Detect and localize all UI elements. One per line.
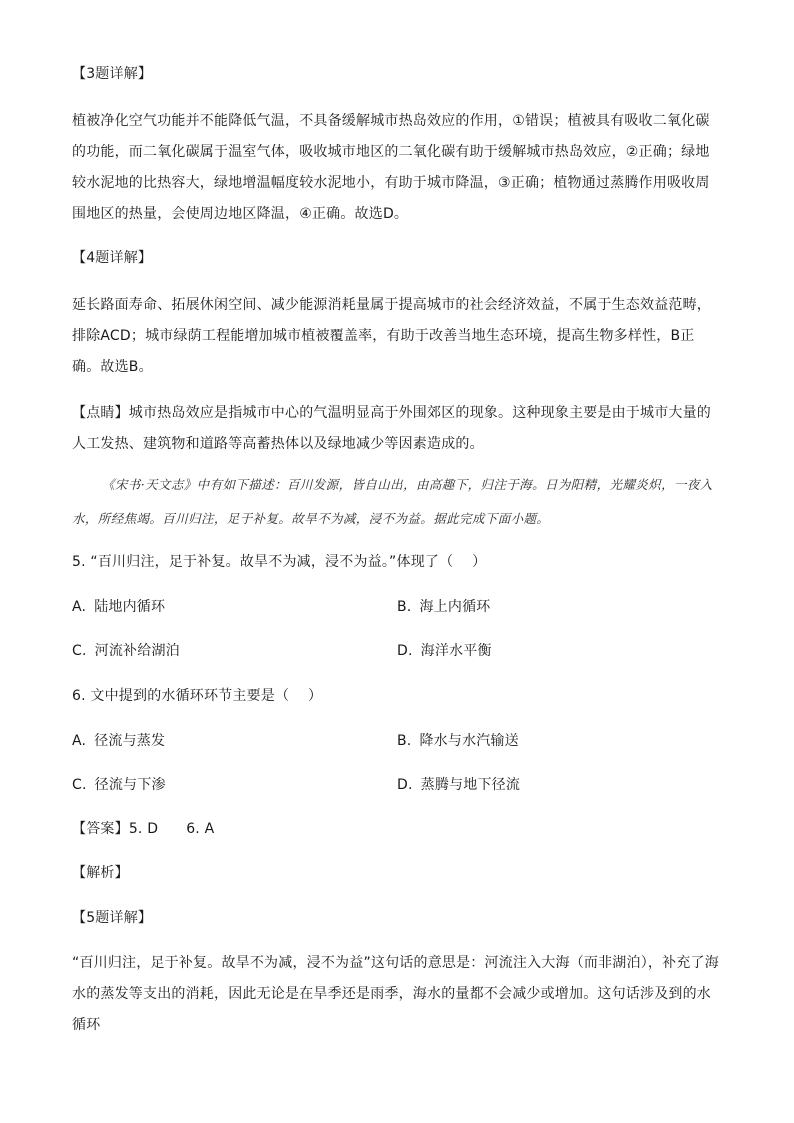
analysis-heading: 【解析】	[72, 865, 129, 881]
q5-detail-body	[72, 948, 722, 1041]
key-point-note	[72, 398, 722, 460]
option-letter: D.	[397, 643, 413, 659]
q4-detail-body	[72, 290, 722, 383]
option-letter: B.	[397, 599, 412, 615]
option-letter: C.	[72, 777, 87, 793]
q6-option-a	[72, 731, 165, 751]
option-text: 径流与蒸发	[94, 733, 166, 749]
option-letter: C.	[72, 643, 87, 659]
q5-option-b	[397, 597, 490, 617]
q6-option-c	[72, 775, 166, 795]
option-text: 陆地内循环	[94, 599, 166, 615]
q6-option-d	[397, 775, 520, 795]
q5-option-a	[72, 597, 165, 617]
q5-option-c	[72, 641, 180, 661]
answer-5: 5. D	[128, 821, 159, 837]
option-text: 径流与下渗	[94, 777, 166, 793]
option-text: 海上内循环	[419, 599, 491, 615]
option-letter: A.	[72, 599, 87, 615]
q5-detail-text: “百川归注，足于补复。故旱不为减，浸不为益”这句话的意思是：河流注入大海（而非湖泊），补充了海水的蒸发等支出的消耗，因此无论是在旱季还是雨季，海水的量都不会减少或增加。这句话涉及到的水循环	[72, 955, 719, 1033]
option-letter: A.	[72, 733, 87, 749]
q3-detail-text: 植被净化空气功能并不能降低气温，不具备缓解城市热岛效应的作用，①错误；植被具有吸收二氧化碳的功能，而二氧化碳属于温室气体，吸收城市地区的二氧化碳有助于缓解城市热岛效应，②正确；绿地较水泥地的比热容大，绿地增温幅度较水泥地小，有助于城市降温，③正确；植物通过蒸腾作用吸收周围地区的热量，会使周边地区降温，④正确。故选D。	[72, 113, 710, 222]
option-letter: D.	[397, 777, 413, 793]
q3-detail-body	[72, 106, 722, 230]
option-text: 海洋水平衡	[420, 643, 492, 659]
q4-detail-text: 延长路面寿命、拓展休闲空间、减少能源消耗量属于提高城市的社会经济效益，不属于生态效益范畴，排除ACD；城市绿荫工程能增加城市植被覆盖率，有助于改善当地生态环境，提高生物多样性，B正确。故选B。	[72, 297, 711, 375]
q4-detail-heading: 【4题详解】	[72, 250, 153, 266]
q3-detail-heading: 【3题详解】	[72, 66, 153, 82]
question-6-stem: 6. 文中提到的水循环环节主要是（ ）	[72, 688, 323, 704]
answer-6: 6. A	[186, 821, 215, 837]
q5-detail-heading: 【5题详解】	[72, 910, 153, 926]
question-5-stem: 5. “百川归注，足于补复。故旱不为减，浸不为益。”体现了（ ）	[72, 554, 487, 570]
q5-option-d	[397, 641, 492, 661]
q6-option-b	[397, 731, 519, 751]
option-letter: B.	[397, 733, 412, 749]
option-text: 降水与水汽输送	[419, 733, 519, 749]
reading-passage: 《宋书·天文志》中有如下描述：百川发源，皆自山出，由高趣下，归注于海。日为阳精，光耀炎炽，一夜入水，所经焦竭。百川归注，足于补复。故旱不为减，浸不为益。据此完成下面小题。	[72, 477, 713, 526]
answer-label: 【答案】	[72, 821, 129, 837]
option-text: 河流补给湖泊	[94, 643, 180, 659]
key-point-text: 【点睛】城市热岛效应是指城市中心的气温明显高于外围郊区的现象。这种现象主要是由于城市大量的人工发热、建筑物和道路等高蓄热体以及绿地减少等因素造成的。	[72, 405, 711, 452]
answer-row	[72, 819, 214, 839]
option-text: 蒸腾与地下径流	[420, 777, 521, 793]
